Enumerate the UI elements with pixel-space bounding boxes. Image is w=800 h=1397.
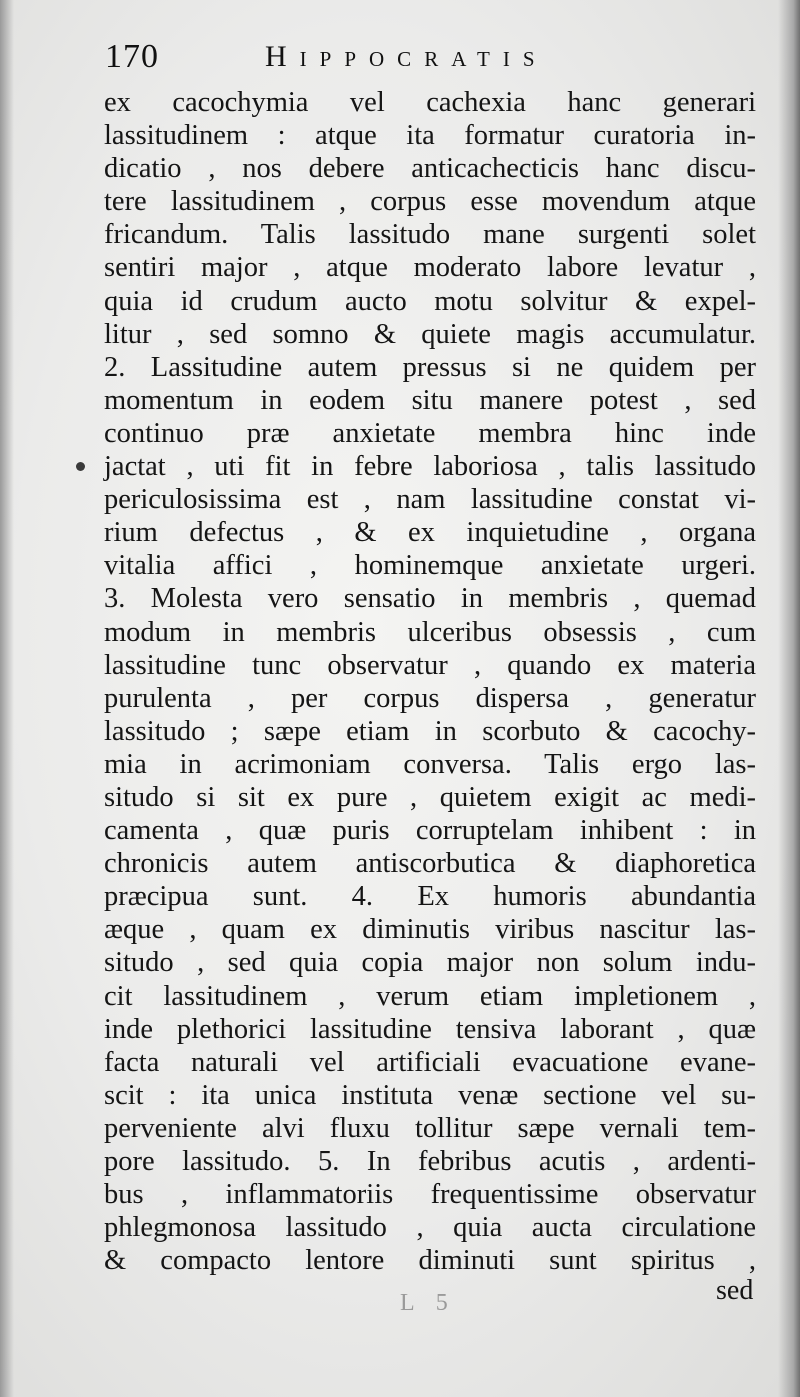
body-text: [104, 86, 756, 1277]
running-head: Hippocratis: [265, 40, 548, 73]
text-line: & compacto lentore diminuti sunt spiritus ,: [104, 1245, 756, 1277]
text-line: situdo si sit ex pure , quietem exigit ac medi-: [104, 781, 756, 813]
text-line: perveniente alvi fluxu tollitur sæpe vernali tem-: [104, 1112, 756, 1144]
text-line: periculosissima est , nam lassitudine constat vi-: [104, 484, 756, 516]
text-line: quia id crudum aucto motu solvitur & expel-: [104, 285, 756, 317]
page-gutter-shadow: [0, 0, 14, 1397]
catchword: sed: [716, 1275, 754, 1306]
text-line: æque , quam ex diminutis viribus nascitur las-: [104, 914, 756, 946]
text-line: mia in acrimoniam conversa. Talis ergo las-: [104, 748, 756, 780]
text-line: cit lassitudinem , verum etiam impletionem ,: [104, 980, 756, 1012]
text-line: camenta , quæ puris corruptelam inhibent : in: [104, 815, 756, 847]
text-line: sentiri major , atque moderato labore levatur ,: [104, 252, 756, 284]
text-line: 2. Lassitudine autem pressus si ne quidem per: [104, 351, 756, 383]
text-line: scit : ita unica instituta venæ sectione vel su-: [104, 1079, 756, 1111]
text-line: tere lassitudinem , corpus esse movendum atque: [104, 186, 756, 218]
text-line: jactat , uti fit in febre laboriosa , talis lassitudo: [104, 451, 756, 483]
text-line: fricandum. Talis lassitudo mane surgenti solet: [104, 219, 756, 251]
text-line: phlegmonosa lassitudo , quia aucta circulatione: [104, 1212, 756, 1244]
text-line: pore lassitudo. 5. In febribus acutis , ardenti-: [104, 1146, 756, 1177]
page-edge-shadow: [778, 0, 800, 1397]
text-line: inde plethorici lassitudine tensiva laborant , quæ: [104, 1013, 756, 1045]
text-line: situdo , sed quia copia major non solum indu-: [104, 947, 756, 979]
ink-speck: [76, 462, 85, 471]
text-line: modum in membris ulceribus obsessis , cum: [104, 616, 756, 648]
text-line: ex cacochymia vel cachexia hanc generari: [104, 87, 756, 118]
text-line: 3. Molesta vero sensatio in membris , quemad: [104, 583, 756, 615]
text-line: litur , sed somno & quiete magis accumulatur.: [104, 318, 756, 350]
text-line: vitalia affici , hominemque anxietate urgeri.: [104, 550, 756, 582]
text-line: purulenta , per corpus dispersa , generatur: [104, 682, 756, 714]
text-line: bus , inflammatoriis frequentissime observatur: [104, 1179, 756, 1211]
signature-mark: L 5: [400, 1290, 456, 1316]
page-header: [105, 38, 625, 88]
text-line: momentum in eodem situ manere potest , sed: [104, 384, 756, 416]
text-line: chronicis autem antiscorbutica & diaphoretica: [104, 848, 756, 880]
text-line: lassitudo ; sæpe etiam in scorbuto & cacochy-: [104, 715, 756, 747]
page-number: 170: [105, 38, 159, 75]
text-line: lassitudine tunc observatur , quando ex materia: [104, 649, 756, 681]
text-line: dicatio , nos debere anticachecticis hanc discu-: [104, 153, 756, 185]
text-line: rium defectus , & ex inquietudine , organa: [104, 517, 756, 549]
text-line: continuo præ anxietate membra hinc inde: [104, 417, 756, 449]
text-line: lassitudinem : atque ita formatur curatoria in-: [104, 120, 756, 152]
text-line: præcipua sunt. 4. Ex humoris abundantia: [104, 881, 756, 913]
text-line: facta naturali vel artificiali evacuatione evane-: [104, 1046, 756, 1078]
